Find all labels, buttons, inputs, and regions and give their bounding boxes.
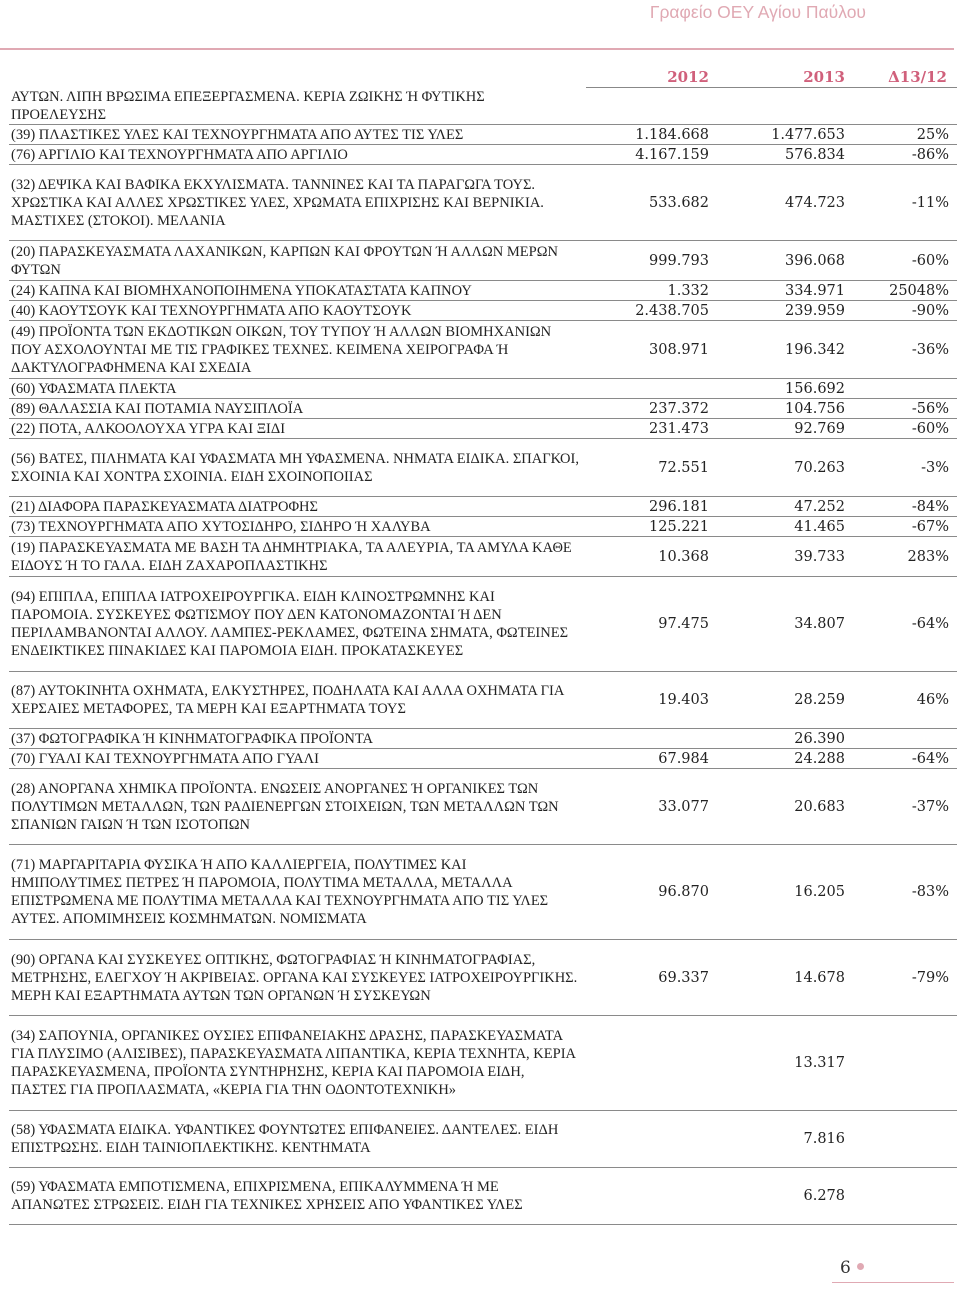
value-change: 25048% <box>855 281 957 301</box>
value-2012: 308.971 <box>586 321 719 379</box>
value-change: -11% <box>855 165 957 241</box>
value-2012: 33.077 <box>586 769 719 845</box>
value-2012: 69.337 <box>586 940 719 1016</box>
table-row <box>9 379 957 399</box>
table-row <box>9 769 957 845</box>
row-description: (87) ΑΥΤΟΚΙΝΗΤΑ ΟΧΗΜΑΤΑ, ΕΛΚΥΣΤΗΡΕΣ, ΠΟΔΗΛΑΤΑ ΚΑΙ ΑΛΛΑ ΟΧΗΜΑΤΑ ΓΙΑ ΧΕΡΣΑΙΕΣ ΜΕΤΑΦΟΡΕΣ, ΤΑ ΜΕΡΗ ΚΑΙ ΕΞΑΡΤΗΜΑΤΑ ΤΟΥΣ <box>9 672 586 729</box>
value-2013: 6.278 <box>719 1168 855 1225</box>
table-row <box>9 125 957 145</box>
table-row <box>9 577 957 672</box>
value-change <box>855 379 957 399</box>
value-2012: 999.793 <box>586 241 719 281</box>
value-2012 <box>586 1016 719 1111</box>
value-2012: 1.332 <box>586 281 719 301</box>
table-row <box>9 729 957 749</box>
footer-rule <box>832 1282 954 1283</box>
value-2013: 26.390 <box>719 729 855 749</box>
value-2013: 70.263 <box>719 439 855 497</box>
value-change: -64% <box>855 749 957 769</box>
value-change: 46% <box>855 672 957 729</box>
row-description: (59) ΥΦΑΣΜΑΤΑ ΕΜΠΟΤΙΣΜΕΝΑ, ΕΠΙΧΡΙΣΜΕΝΑ, ΕΠΙΚΑΛΥΜΜΕΝΑ Ή ΜΕ ΑΠΑΝΩΤΕΣ ΣΤΡΩΣΕΙΣ. ΕΙΔΗ ΓΙΑ ΤΕΧΝΙΚΕΣ ΧΡΗΣΕΙΣ ΑΠΟ ΥΦΑΝΤΙΚΕΣ ΥΛΕΣ <box>9 1168 586 1225</box>
table-row <box>9 165 957 241</box>
column-header-change: Δ13/12 <box>855 65 957 88</box>
row-description: (21) ΔΙΑΦΟΡΑ ΠΑΡΑΣΚΕΥΑΣΜΑΤΑ ΔΙΑΤΡΟΦΗΣ <box>9 497 586 517</box>
row-description: (22) ΠΟΤΑ, ΑΛΚΟΟΛΟΥΧΑ ΥΓΡΑ ΚΑΙ ΞΙΔΙ <box>9 419 586 439</box>
table-row <box>9 399 957 419</box>
value-2013: 24.288 <box>719 749 855 769</box>
value-2013: 13.317 <box>719 1016 855 1111</box>
value-change <box>855 1168 957 1225</box>
value-2013: 1.477.653 <box>719 125 855 145</box>
table-row <box>9 497 957 517</box>
table-row <box>9 1016 957 1111</box>
value-2012: 19.403 <box>586 672 719 729</box>
value-2012 <box>586 1111 719 1168</box>
value-change: -60% <box>855 419 957 439</box>
row-description: (76) ΑΡΓΙΛΙΟ ΚΑΙ ΤΕΧΝΟΥΡΓΗΜΑΤΑ ΑΠΟ ΑΡΓΙΛΙΟ <box>9 145 586 165</box>
value-change: -3% <box>855 439 957 497</box>
row-description: (40) ΚΑΟΥΤΣΟΥΚ ΚΑΙ ΤΕΧΝΟΥΡΓΗΜΑΤΑ ΑΠΟ ΚΑΟΥΤΣΟΥΚ <box>9 301 586 321</box>
value-change: -60% <box>855 241 957 281</box>
value-2013: 34.807 <box>719 577 855 672</box>
table-row <box>9 241 957 281</box>
value-2013: 92.769 <box>719 419 855 439</box>
value-2012: 72.551 <box>586 439 719 497</box>
value-2012: 237.372 <box>586 399 719 419</box>
value-2012: 10.368 <box>586 537 719 577</box>
table-row <box>9 940 957 1016</box>
value-2012 <box>586 88 719 125</box>
value-2013: 20.683 <box>719 769 855 845</box>
header-rule <box>0 48 954 50</box>
table-row <box>9 419 957 439</box>
value-2013: 41.465 <box>719 517 855 537</box>
value-2012: 97.475 <box>586 577 719 672</box>
value-2013: 104.756 <box>719 399 855 419</box>
value-2013 <box>719 88 855 125</box>
row-description: (73) ΤΕΧΝΟΥΡΓΗΜΑΤΑ ΑΠΟ ΧΥΤΟΣΙΔΗΡΟ, ΣΙΔΗΡΟ Ή ΧΑΛΥΒΑ <box>9 517 586 537</box>
value-2013: 156.692 <box>719 379 855 399</box>
table-row <box>9 749 957 769</box>
value-2013: 474.723 <box>719 165 855 241</box>
row-description: (56) ΒΑΤΕΣ, ΠΙΛΗΜΑΤΑ ΚΑΙ ΥΦΑΣΜΑΤΑ ΜΗ ΥΦΑΣΜΕΝΑ. ΝΗΜΑΤΑ ΕΙΔΙΚΑ. ΣΠΑΓΚΟΙ, ΣΧΟΙΝΙΑ ΚΑΙ ΧΟΝΤΡΑ ΣΧΟΙΝΙΑ. ΕΙΔΗ ΣΧΟΙΝΟΠΟΙΙΑΣ <box>9 439 586 497</box>
table-row <box>9 517 957 537</box>
value-change: 25% <box>855 125 957 145</box>
value-change: -56% <box>855 399 957 419</box>
row-description: (70) ΓΥΑΛΙ ΚΑΙ ΤΕΧΝΟΥΡΓΗΜΑΤΑ ΑΠΟ ΓΥΑΛΙ <box>9 749 586 769</box>
value-2012: 125.221 <box>586 517 719 537</box>
value-change <box>855 729 957 749</box>
value-2013: 47.252 <box>719 497 855 517</box>
table-row <box>9 281 957 301</box>
value-change: -37% <box>855 769 957 845</box>
bullet-icon <box>857 1263 864 1270</box>
value-2012: 1.184.668 <box>586 125 719 145</box>
value-2012 <box>586 379 719 399</box>
table-row <box>9 301 957 321</box>
value-change: -86% <box>855 145 957 165</box>
value-2013: 16.205 <box>719 845 855 940</box>
column-header-description <box>9 65 586 88</box>
row-description: (49) ΠΡΟΪΟΝΤΑ ΤΩΝ ΕΚΔΟΤΙΚΩΝ ΟΙΚΩΝ, ΤΟΥ ΤΥΠΟΥ Ή ΑΛΛΩΝ ΒΙΟΜΗΧΑΝΙΩΝ ΠΟΥ ΑΣΧΟΛΟΥΝΤΑΙ ΜΕ ΤΙΣ ΓΡΑΦΙΚΕΣ ΤΕΧΝΕΣ. ΚΕΙΜΕΝΑ ΧΕΙΡΟΓΡΑΦΑ Ή ΔΑΚΤΥΛΟΓΡΑΦΗΜΕΝΑ ΚΑΙ ΣΧΕΔΙΑ <box>9 321 586 379</box>
value-2012 <box>586 1168 719 1225</box>
column-header-2012: 2012 <box>586 65 719 88</box>
trade-table <box>9 65 957 1225</box>
value-2013: 28.259 <box>719 672 855 729</box>
value-2013: 334.971 <box>719 281 855 301</box>
table-row <box>9 1168 957 1225</box>
row-description: (28) ΑΝΟΡΓΑΝΑ ΧΗΜΙΚΑ ΠΡΟΪΟΝΤΑ. ΕΝΩΣΕΙΣ ΑΝΟΡΓΑΝΕΣ Ή ΟΡΓΑΝΙΚΕΣ ΤΩΝ ΠΟΛΥΤΙΜΩΝ ΜΕΤΑΛΛΩΝ, ΤΩΝ ΡΑΔΙΕΝΕΡΓΩΝ ΣΤΟΙΧΕΙΩΝ, ΤΩΝ ΜΕΤΑΛΛΩΝ ΤΩΝ ΣΠΑΝΙΩΝ ΓΑΙΩΝ Ή ΤΩΝ ΙΣΟΤΟΠΩΝ <box>9 769 586 845</box>
value-change: -64% <box>855 577 957 672</box>
value-2012: 96.870 <box>586 845 719 940</box>
row-description: (24) ΚΑΠΝΑ ΚΑΙ ΒΙΟΜΗΧΑΝΟΠΟΙΗΜΕΝΑ ΥΠΟΚΑΤΑΣΤΑΤΑ ΚΑΠΝΟΥ <box>9 281 586 301</box>
table-header-row <box>9 65 957 88</box>
value-2013: 14.678 <box>719 940 855 1016</box>
column-header-2013: 2013 <box>719 65 855 88</box>
table-row <box>9 321 957 379</box>
value-2012: 296.181 <box>586 497 719 517</box>
table-row <box>9 1111 957 1168</box>
value-change: -90% <box>855 301 957 321</box>
row-description: (20) ΠΑΡΑΣΚΕΥΑΣΜΑΤΑ ΛΑΧΑΝΙΚΩΝ, ΚΑΡΠΩΝ ΚΑΙ ΦΡΟΥΤΩΝ Ή ΑΛΛΩΝ ΜΕΡΩΝ ΦΥΤΩΝ <box>9 241 586 281</box>
value-2012: 67.984 <box>586 749 719 769</box>
table-body <box>9 88 957 1225</box>
value-2012 <box>586 729 719 749</box>
value-change <box>855 88 957 125</box>
value-change: -84% <box>855 497 957 517</box>
value-change: -67% <box>855 517 957 537</box>
value-2013: 196.342 <box>719 321 855 379</box>
value-2013: 239.959 <box>719 301 855 321</box>
value-2013: 576.834 <box>719 145 855 165</box>
value-2012: 2.438.705 <box>586 301 719 321</box>
table-row <box>9 845 957 940</box>
value-change <box>855 1111 957 1168</box>
row-description: (89) ΘΑΛΑΣΣΙΑ ΚΑΙ ΠΟΤΑΜΙΑ ΝΑΥΣΙΠΛΟΪΑ <box>9 399 586 419</box>
value-change: 283% <box>855 537 957 577</box>
value-change: -83% <box>855 845 957 940</box>
table-row <box>9 672 957 729</box>
value-change: -36% <box>855 321 957 379</box>
value-2013: 396.068 <box>719 241 855 281</box>
row-description: (39) ΠΛΑΣΤΙΚΕΣ ΥΛΕΣ ΚΑΙ ΤΕΧΝΟΥΡΓΗΜΑΤΑ ΑΠΟ ΑΥΤΕΣ ΤΙΣ ΥΛΕΣ <box>9 125 586 145</box>
value-2013: 7.816 <box>719 1111 855 1168</box>
row-description: (19) ΠΑΡΑΣΚΕΥΑΣΜΑΤΑ ΜΕ ΒΑΣΗ ΤΑ ΔΗΜΗΤΡΙΑΚΑ, ΤΑ ΑΛΕΥΡΙΑ, ΤΑ ΑΜΥΛΑ ΚΑΘΕ ΕΙΔΟΥΣ Ή ΤΟ ΓΑΛΑ. ΕΙΔΗ ΖΑΧΑΡΟΠΛΑΣΤΙΚΗΣ <box>9 537 586 577</box>
row-description: (32) ΔΕΨΙΚΑ ΚΑΙ ΒΑΦΙΚΑ ΕΚΧΥΛΙΣΜΑΤΑ. ΤΑΝΝΙΝΕΣ ΚΑΙ ΤΑ ΠΑΡΑΓΩΓΑ ΤΟΥΣ. ΧΡΩΣΤΙΚΑ ΚΑΙ ΑΛΛΕΣ ΧΡΩΣΤΙΚΕΣ ΥΛΕΣ, ΧΡΩΜΑΤΑ ΕΠΙΧΡΙΣΗΣ ΚΑΙ ΒΕΡΝΙΚΙΑ. ΜΑΣΤΙΧΕΣ (ΣΤΟΚΟΙ). ΜΕΛΑΝΙΑ <box>9 165 586 241</box>
value-change: -79% <box>855 940 957 1016</box>
table-row <box>9 439 957 497</box>
value-2012: 533.682 <box>586 165 719 241</box>
value-2013: 39.733 <box>719 537 855 577</box>
row-description: (94) ΕΠΙΠΛΑ, ΕΠΙΠΛΑ ΙΑΤΡΟΧΕΙΡΟΥΡΓΙΚΑ. ΕΙΔΗ ΚΛΙΝΟΣΤΡΩΜΝΗΣ ΚΑΙ ΠΑΡΟΜΟΙΑ. ΣΥΣΚΕΥΕΣ ΦΩΤΙΣΜΟΥ ΠΟΥ ΔΕΝ ΚΑΤΟΝΟΜΑΖΟΝΤΑΙ Ή ΔΕΝ ΠΕΡΙΛΑΜΒΑΝΟΝΤΑΙ ΑΛΛΟΥ. ΛΑΜΠΕΣ-ΡΕΚΛΑΜΕΣ, ΦΩΤΕΙΝΑ ΣΗΜΑΤΑ, ΦΩΤΕΙΝΕΣ ΕΝΔΕΙΚΤΙΚΕΣ ΠΙΝΑΚΙΔΕΣ ΚΑΙ ΠΑΡΟΜΟΙΑ ΕΙΔΗ. ΠΡΟΚΑΤΑΣΚΕΥΕΣ <box>9 577 586 672</box>
row-description: (58) ΥΦΑΣΜΑΤΑ ΕΙΔΙΚΑ. ΥΦΑΝΤΙΚΕΣ ΦΟΥΝΤΩΤΕΣ ΕΠΙΦΑΝΕΙΕΣ. ΔΑΝΤΕΛΕΣ. ΕΙΔΗ ΕΠΙΣΤΡΩΣΗΣ. ΕΙΔΗ ΤΑΙΝΙΟΠΛΕΚΤΙΚΗΣ. ΚΕΝΤΗΜΑΤΑ <box>9 1111 586 1168</box>
value-2012: 4.167.159 <box>586 145 719 165</box>
row-description: (37) ΦΩΤΟΓΡΑΦΙΚΑ Ή ΚΙΝΗΜΑΤΟΓΡΑΦΙΚΑ ΠΡΟΪΟΝΤΑ <box>9 729 586 749</box>
value-change <box>855 1016 957 1111</box>
table-row <box>9 88 957 125</box>
row-description: (60) ΥΦΑΣΜΑΤΑ ΠΛΕΚΤΑ <box>9 379 586 399</box>
value-2012: 231.473 <box>586 419 719 439</box>
table-row <box>9 537 957 577</box>
table-row <box>9 145 957 165</box>
page-number: 6 <box>840 1258 851 1278</box>
row-description: (71) ΜΑΡΓΑΡΙΤΑΡΙΑ ΦΥΣΙΚΑ Ή ΑΠΟ ΚΑΛΛΙΕΡΓΕΙΑ, ΠΟΛΥΤΙΜΕΣ ΚΑΙ ΗΜΙΠΟΛΥΤΙΜΕΣ ΠΕΤΡΕΣ Ή ΠΑΡΟΜΟΙΑ, ΠΟΛΥΤΙΜΑ ΜΕΤΑΛΛΑ, ΜΕΤΑΛΛΑ ΕΠΙΣΤΡΩΜΕΝΑ ΜΕ ΠΟΛΥΤΙΜΑ ΜΕΤΑΛΛΑ ΚΑΙ ΤΕΧΝΟΥΡΓΗΜΑΤΑ ΑΠΟ ΤΙΣ ΥΛΕΣ ΑΥΤΕΣ. ΑΠΟΜΙΜΗΣΕΙΣ ΚΟΣΜΗΜΑΤΩΝ. ΝΟΜΙΣΜΑΤΑ <box>9 845 586 940</box>
row-description: (34) ΣΑΠΟΥΝΙΑ, ΟΡΓΑΝΙΚΕΣ ΟΥΣΙΕΣ ΕΠΙΦΑΝΕΙΑΚΗΣ ΔΡΑΣΗΣ, ΠΑΡΑΣΚΕΥΑΣΜΑΤΑ ΓΙΑ ΠΛΥΣΙΜΟ (ΑΛΙΣΙΒΕΣ), ΠΑΡΑΣΚΕΥΑΣΜΑΤΑ ΛΙΠΑΝΤΙΚΑ, ΚΕΡΙΑ ΤΕΧΝΗΤΑ, ΚΕΡΙΑ ΠΑΡΑΣΚΕΥΑΣΜΕΝΑ, ΠΡΟΪΟΝΤΑ ΣΥΝΤΗΡΗΣΗΣ, ΚΕΡΙΑ ΚΑΙ ΠΑΡΟΜΟΙΑ ΕΙΔΗ, ΠΑΣΤΕΣ ΓΙΑ ΠΡΟΠΛΑΣΜΑΤΑ, «ΚΕΡΙΑ ΓΙΑ ΤΗΝ ΟΔΟΝΤΟΤΕΧΝΙΚΗ» <box>9 1016 586 1111</box>
office-header: Γραφείο ΟΕΥ Αγίου Παύλου <box>649 2 866 22</box>
row-description: ΑΥΤΩΝ. ΛΙΠΗ ΒΡΩΣΙΜΑ ΕΠΕΞΕΡΓΑΣΜΕΝΑ. ΚΕΡΙΑ ΖΩΙΚΗΣ Ή ΦΥΤΙΚΗΣ ΠΡΟΕΛΕΥΣΗΣ <box>9 88 586 125</box>
row-description: (90) ΟΡΓΑΝΑ ΚΑΙ ΣΥΣΚΕΥΕΣ ΟΠΤΙΚΗΣ, ΦΩΤΟΓΡΑΦΙΑΣ Ή ΚΙΝΗΜΑΤΟΓΡΑΦΙΑΣ, ΜΕΤΡΗΣΗΣ, ΕΛΕΓΧΟΥ Ή ΑΚΡΙΒΕΙΑΣ. ΟΡΓΑΝΑ ΚΑΙ ΣΥΣΚΕΥΕΣ ΙΑΤΡΟΧΕΙΡΟΥΡΓΙΚΗΣ. ΜΕΡΗ ΚΑΙ ΕΞΑΡΤΗΜΑΤΑ ΑΥΤΩΝ ΤΩΝ ΟΡΓΑΝΩΝ Ή ΣΥΣΚΕΥΩΝ <box>9 940 586 1016</box>
